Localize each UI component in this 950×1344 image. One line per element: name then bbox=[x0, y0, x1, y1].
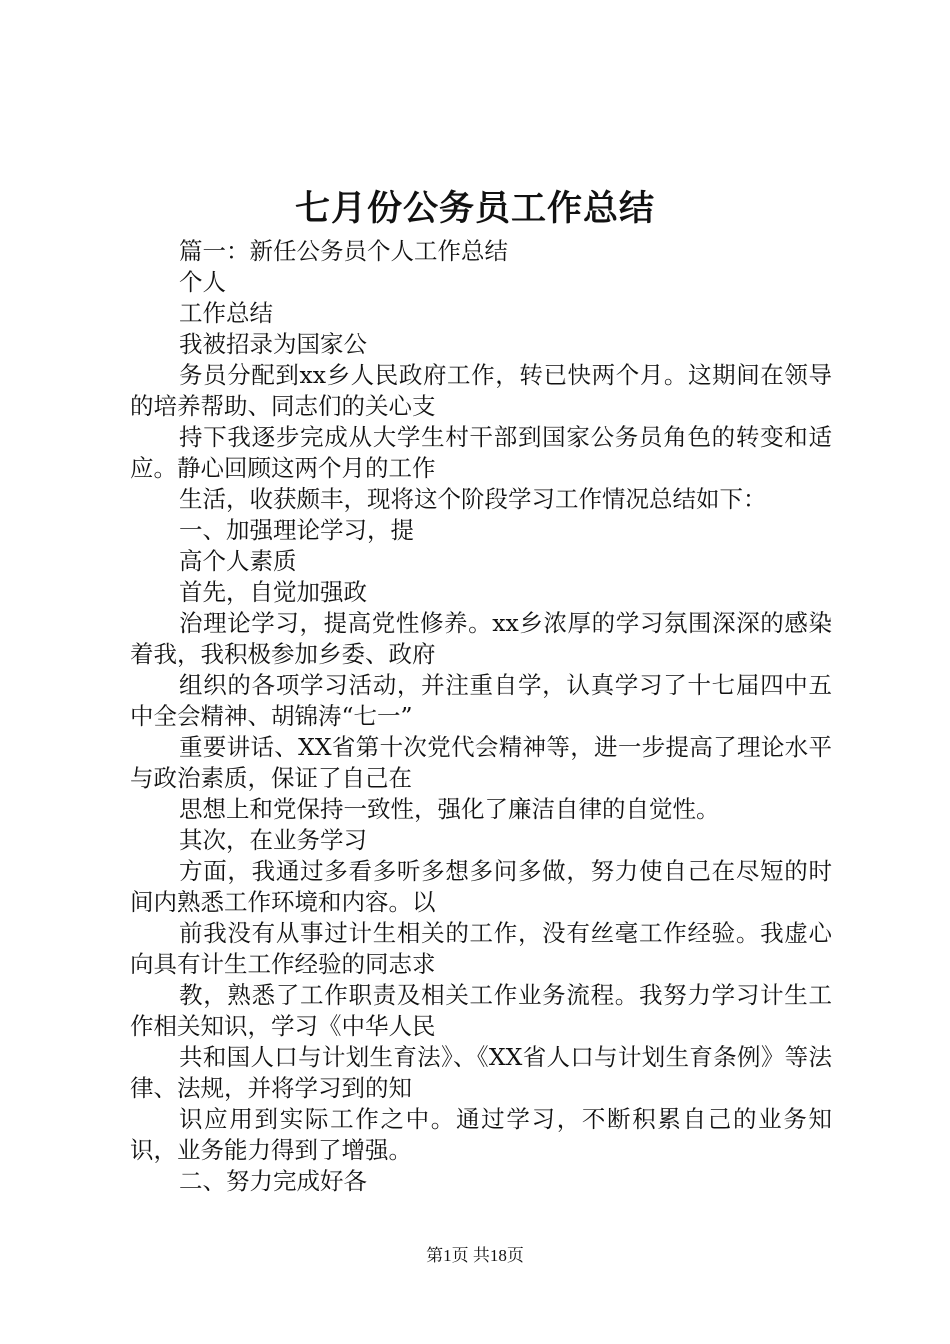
paragraph: 首先，自觉加强政 bbox=[179, 578, 367, 606]
paragraph: 识应用到实际工作之中。通过学习，不断积累自己的业务知识，业务能力得到了增强。 bbox=[130, 1105, 832, 1164]
paragraph: 我被招录为国家公 bbox=[179, 330, 367, 358]
paragraph: 生活，收获颇丰，现将这个阶段学习工作情况总结如下： bbox=[179, 485, 767, 513]
paragraph: 组织的各项学习活动，并注重自学，认真学习了十七届四中五中全会精神、胡锦涛“七一” bbox=[130, 671, 832, 730]
paragraph: 工作总结 bbox=[179, 299, 273, 327]
paragraph: 重要讲话、XX省第十次党代会精神等，进一步提高了理论水平与政治素质，保证了自己在 bbox=[130, 733, 832, 792]
paragraph: 篇一：新任公务员个人工作总结 bbox=[179, 237, 508, 265]
paragraph: 教，熟悉了工作职责及相关工作业务流程。我努力学习计生工作相关知识，学习《中华人民 bbox=[130, 981, 832, 1040]
paragraph: 持下我逐步完成从大学生村干部到国家公务员角色的转变和适应。静心回顾这两个月的工作 bbox=[130, 423, 832, 482]
paragraph: 务员分配到xx乡人民政府工作，转已快两个月。这期间在领导的培养帮助、同志们的关心支 bbox=[130, 361, 832, 420]
page-title: 七月份公务员工作总结 bbox=[294, 188, 655, 229]
paragraph: 高个人素质 bbox=[179, 547, 297, 575]
page-number-footer: 第1页 共18页 bbox=[426, 1246, 524, 1265]
paragraph: 其次，在业务学习 bbox=[179, 826, 367, 854]
paragraph: 个人 bbox=[179, 268, 226, 296]
document-body bbox=[130, 236, 832, 1197]
paragraph: 共和国人口与计划生育法》、《XX省人口与计划生育条例》等法律、法规，并将学习到的知 bbox=[130, 1043, 832, 1102]
paragraph: 思想上和党保持一致性，强化了廉洁自律的自觉性。 bbox=[179, 795, 720, 823]
paragraph: 治理论学习，提高党性修养。xx乡浓厚的学习氛围深深的感染着我，我积极参加乡委、政府 bbox=[130, 609, 832, 668]
section-heading: 一、加强理论学习，提 bbox=[179, 516, 414, 544]
paragraph: 前我没有从事过计生相关的工作，没有丝毫工作经验。我虚心向具有计生工作经验的同志求 bbox=[130, 919, 832, 978]
section-heading: 二、努力完成好各 bbox=[179, 1167, 367, 1195]
paragraph: 方面，我通过多看多听多想多问多做，努力使自己在尽短的时间内熟悉工作环境和内容。以 bbox=[130, 857, 832, 916]
